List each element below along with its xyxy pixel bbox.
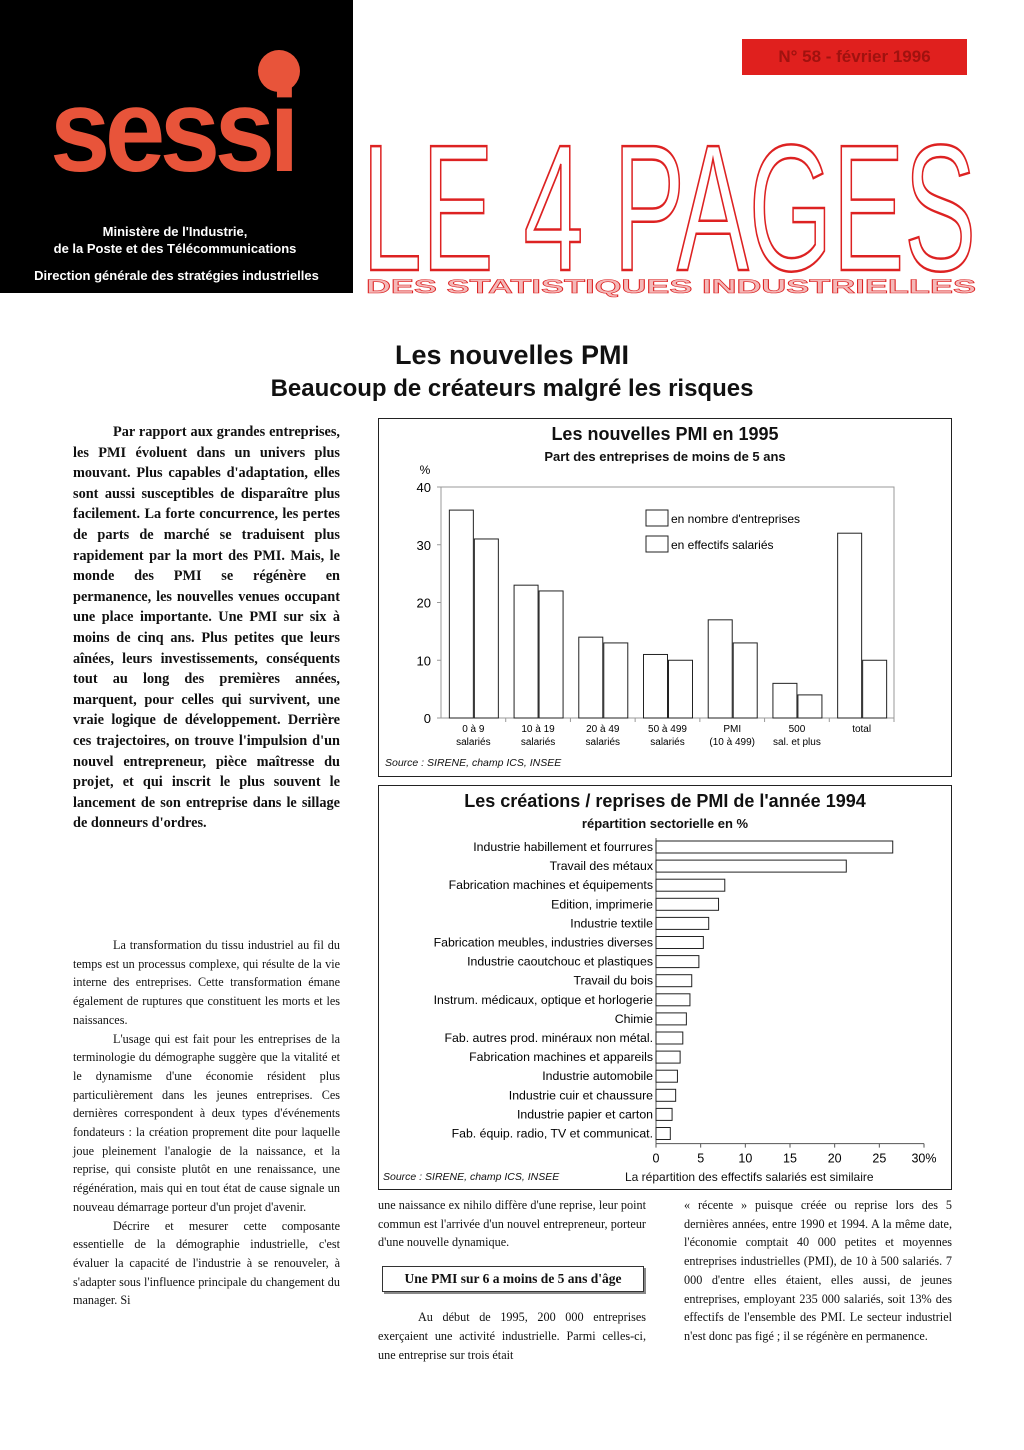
column-3 — [684, 1196, 952, 1346]
bar-entreprises — [708, 620, 732, 718]
x-tick-label: total — [852, 724, 872, 735]
chart-title: Les nouvelles PMI en 1995 — [551, 424, 779, 444]
bar-effectifs — [474, 539, 498, 718]
x-tick-label: salariés — [585, 737, 621, 748]
x-tick-label: 20 — [827, 1151, 842, 1166]
category-label: Industrie automobile — [542, 1069, 653, 1084]
x-tick-label: salariés — [520, 737, 556, 748]
x-tick-label: salariés — [650, 737, 685, 748]
sector-bar — [656, 860, 846, 872]
x-tick-label: 0 — [652, 1151, 660, 1166]
category-label: Fabrication meubles, industries diverses — [433, 935, 653, 950]
category-label: Industrie habillement et fourrures — [473, 840, 653, 854]
chart-subtitle: répartition sectorielle en % — [581, 816, 749, 831]
sessi-logo: sessi — [50, 65, 295, 197]
body-paragraph: « récente » puisque créée ou reprise lors des 5 dernières années, entre 1990 et 1994. A la même date, l'économie comptait 40 000 petites et moyennes entreprises industrielles (PMI), de 10 à 500 salariés. 7 000 d'entre elles étaient, elles aussi, de jeunes entreprises, employant 235 000 salariés, soit 13% des effectifs de l'ensemble des PMI. Le secteur industriel n'est donc pas figé ; il se régénère en permanence. — [684, 1198, 952, 1343]
sector-bar — [656, 994, 690, 1006]
intro-paragraph: Par rapport aux grandes entreprises, les PMI évoluent dans un univers plus mouvant. Plus capables d'adaptation, elles sont aussi susceptibles de disparaître plus facilement. La forte concurrence, les pertes de parts de marché se traduisent plus rapidement par la mort des PMI. Mais, le monde des PMI se régénère en permanence, les nouvelles venues occupant une place importante. Une PMI sur six à moins de cinq ans. Plus petites que leurs aînées, leurs investissements, conséquents tout au long des premières années, marquent, pour celles qui survivent, une vraie logique de développement. Derrière ces trajectoires, on trouve l'impulsion d'un nouvel entrepreneur, pièce maîtresse du projet, et qui inscrit le plus souvent le lancement de son entreprise dans le sillage de donneurs d'ordres. — [73, 424, 340, 832]
sector-bar — [656, 1070, 677, 1082]
direction-line: Direction générale des stratégies industrielles — [34, 268, 319, 283]
category-label: Fab. autres prod. minéraux non métal. — [444, 1031, 653, 1045]
x-tick-label: PMI — [723, 724, 742, 735]
sector-bar — [656, 1051, 680, 1063]
sector-bar — [656, 1013, 686, 1025]
legend-swatch — [646, 536, 668, 552]
bar-effectifs — [539, 591, 563, 718]
sector-bar — [656, 1089, 676, 1101]
article-title: Les nouvelles PMI — [394, 340, 630, 370]
sector-bar — [656, 956, 699, 968]
x-tick-label: 50 à 499 — [648, 724, 687, 735]
body-paragraph: Au début de 1995, 200 000 entreprises exerçaient une activité industrielle. Parmi celles-ci, une entreprise sur trois était — [378, 1310, 646, 1362]
sector-bar — [656, 898, 719, 910]
category-label: Travail des métaux — [549, 859, 653, 874]
bar-entreprises — [579, 637, 603, 718]
article-subtitle: Beaucoup de créateurs malgré les risques — [270, 375, 754, 402]
x-tick-label: 30% — [911, 1151, 937, 1166]
bar-effectifs — [863, 660, 887, 718]
y-tick-label: 40 — [416, 480, 431, 495]
category-label: Fabrication machines et appareils — [469, 1050, 653, 1065]
category-label: Fabrication machines et équipements — [448, 878, 653, 893]
ministry-line-2: de la Poste et des Télécommunications — [53, 241, 297, 256]
body-paragraph: Décrire et mesurer cette composante essentielle de la démographie industrielle, c'est évaluer la capacité de l'industrie à se renouveler, à s'adapter sous l'influence principale du changement du manager. Si — [73, 1218, 340, 1308]
x-tick-label: sal. et plus — [773, 737, 821, 748]
category-label: Industrie caoutchouc et plastiques — [467, 954, 653, 969]
legend-label: en effectifs salariés — [671, 538, 774, 552]
bar-effectifs — [798, 695, 822, 718]
bar-entreprises — [838, 533, 862, 718]
y-tick-label: 10 — [416, 653, 431, 669]
chart-subtitle: Part des entreprises de moins de 5 ans — [544, 449, 786, 464]
category-label: Edition, imprimerie — [551, 897, 653, 912]
y-tick-label: 20 — [416, 595, 431, 611]
y-tick-label: 30 — [416, 537, 431, 553]
x-tick-label: salariés — [456, 737, 491, 748]
x-tick-label: 10 à 19 — [521, 724, 555, 735]
bar-entreprises — [773, 683, 797, 718]
category-label: Industrie textile — [570, 916, 653, 931]
sector-bar — [656, 879, 725, 891]
x-tick-label: 20 à 49 — [586, 724, 620, 735]
category-label: Travail du bois — [573, 973, 653, 988]
ministry-line-1: Ministère de l'Industrie, — [102, 224, 248, 239]
sector-bar — [656, 917, 709, 929]
category-label: Industrie cuir et chaussure — [508, 1088, 653, 1103]
sector-bar — [656, 937, 703, 949]
masthead — [360, 120, 980, 300]
bar-effectifs — [669, 660, 693, 718]
chart-title: Les créations / reprises de PMI de l'année 1994 — [464, 791, 866, 811]
column-2 — [378, 1196, 646, 1364]
category-label: Fab. équip. radio, TV et communicat. — [451, 1126, 653, 1141]
bar-effectifs — [733, 643, 757, 718]
category-label: Industrie papier et carton — [516, 1107, 653, 1122]
sector-bar — [656, 841, 893, 853]
column-1 — [73, 936, 340, 1310]
y-axis-unit: % — [419, 463, 431, 477]
sector-bar — [656, 1128, 670, 1140]
bar-entreprises — [644, 654, 668, 718]
category-label: Instrum. médicaux, optique et horlogerie — [433, 992, 653, 1007]
legend-label: en nombre d'entreprises — [671, 512, 801, 526]
bar-entreprises — [449, 510, 473, 718]
body-paragraph: L'usage qui est fait pour les entreprises de la terminologie du démographe suggère que la vitalité et le dynamisme d'une économie résident plus particulièrement dans les jeunes entreprises. Ces dernières correspondent à deux types d'événements fondateurs : la création proprement dite pour laquelle joue pleinement l'analogie de la naissance, et la reprise, qui consiste plutôt en une renaissance, une régénération, mais qui en tout état de cause signale un nouveau démarrage porteur d'un projet d'avenir. — [73, 1031, 340, 1214]
masthead-subtitle: DES STATISTIQUES INDUSTRIELLES — [366, 277, 976, 298]
x-tick-label: 0 à 9 — [462, 724, 485, 735]
body-paragraph: La transformation du tissu industriel au fil du temps est un processus complexe, qui résulte de la vie interne des entreprises. Cette transformation émane également de ruptures que constituent les morts et les naissances. — [73, 938, 340, 1027]
chart-source: Source : SIRENE, champ ICS, INSEE — [383, 1171, 560, 1183]
sector-bar — [656, 1032, 683, 1044]
issue-badge: N° 58 - février 1996 — [742, 39, 967, 75]
y-tick-label: 0 — [423, 711, 431, 726]
body-paragraph: une naissance ex nihilo diffère d'une reprise, leur point commun est l'arrivée d'un nouvel entrepreneur, porteur d'une nouvelle dynamique. — [378, 1198, 646, 1250]
section-heading: Une PMI sur 6 a moins de 5 ans d'âge — [382, 1266, 644, 1292]
masthead-title: LE 4 PAGES — [362, 120, 976, 300]
sector-bar — [656, 975, 692, 987]
chart-source: Source : SIRENE, champ ICS, INSEE — [385, 757, 562, 769]
x-tick-label: 500 — [788, 724, 806, 735]
bar-entreprises — [514, 585, 538, 718]
bar-effectifs — [604, 643, 628, 718]
category-label: Chimie — [614, 1011, 653, 1026]
sector-bar — [656, 1108, 672, 1120]
legend-swatch — [646, 510, 668, 526]
x-tick-label: (10 à 499) — [709, 737, 756, 748]
chart-sector-plot — [379, 786, 951, 1189]
x-tick-label: 5 — [697, 1151, 705, 1166]
chart-note: La répartition des effectifs salariés est similaire — [625, 1170, 874, 1184]
x-tick-label: 25 — [872, 1151, 887, 1166]
chart-sector-frame — [378, 785, 952, 1190]
chart-age-plot — [379, 419, 951, 776]
x-tick-label: 10 — [738, 1151, 753, 1166]
chart-age-frame — [378, 418, 952, 777]
x-tick-label: 15 — [783, 1151, 797, 1166]
